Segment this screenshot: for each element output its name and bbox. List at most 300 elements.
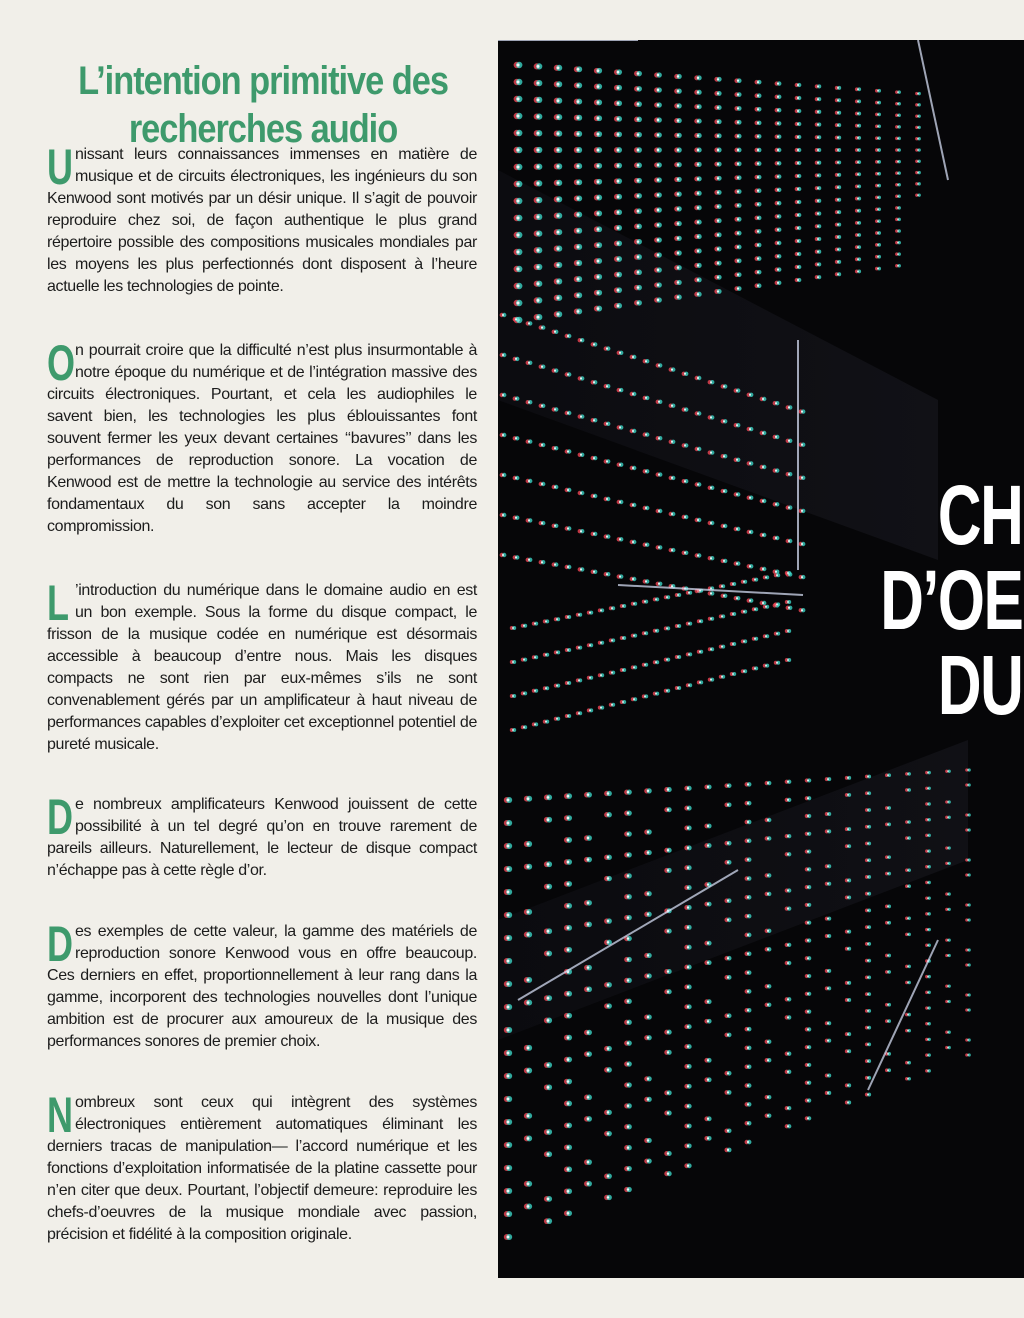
- light-dot: [895, 218, 901, 222]
- light-dot: [656, 436, 663, 440]
- light-dot: [604, 1131, 612, 1136]
- light-dot: [765, 1058, 772, 1062]
- light-dot: [604, 876, 612, 881]
- light-dot: [925, 1006, 931, 1009]
- light-dot: [795, 278, 802, 282]
- light-dot: [644, 1035, 652, 1040]
- light-dot: [554, 131, 562, 137]
- light-dot: [524, 1136, 532, 1142]
- light-dot: [805, 1027, 812, 1031]
- light-dot: [745, 820, 752, 825]
- light-dot: [795, 239, 802, 243]
- light-dot: [534, 230, 543, 236]
- light-dot: [584, 900, 592, 906]
- light-dot: [865, 1093, 871, 1097]
- light-dot: [815, 135, 822, 139]
- light-dot: [524, 1045, 532, 1051]
- light-dot: [885, 806, 891, 810]
- light-dot: [664, 787, 671, 792]
- light-dot: [664, 1171, 671, 1176]
- light-dot: [664, 848, 671, 853]
- light-dot: [714, 204, 721, 209]
- light-dot: [594, 163, 602, 169]
- light-dot: [574, 195, 582, 201]
- light-dot: [682, 372, 689, 376]
- light-dot: [905, 981, 911, 985]
- light-dot: [795, 187, 802, 191]
- light-dot: [734, 388, 741, 392]
- light-dot: [865, 992, 871, 996]
- light-dot: [654, 267, 662, 272]
- light-dot: [875, 148, 881, 152]
- light-dot: [845, 776, 851, 780]
- light-dot: [604, 1173, 612, 1178]
- drop-cap: D: [47, 789, 73, 845]
- light-dot: [634, 270, 642, 275]
- light-dot: [574, 66, 582, 72]
- light-dot: [643, 432, 650, 436]
- light-dot: [594, 179, 602, 185]
- paragraph-text: ombreux sont ceux qui intègrent des systèmes électroniques entièrement automatiques éliminant les derniers tracas de manipulation— l’accord numérique et les fonctions d’exploitation informatisée de la platine cassette pour n’en citer que deux. Pourtant, l’objectif demeure: reproduire les chefs-d’oeuvres de la musique mondiale avec passion, précision et fidélité à la composition originale.: [47, 1094, 477, 1243]
- light-dot: [614, 85, 622, 91]
- light-dot: [765, 929, 772, 933]
- light-dot: [504, 843, 512, 849]
- light-dot: [785, 1070, 792, 1074]
- light-dot: [835, 198, 841, 202]
- light-dot: [845, 1032, 851, 1036]
- light-dot: [624, 873, 632, 878]
- light-dot: [875, 101, 881, 105]
- light-dot: [614, 303, 622, 309]
- light-dot: [734, 217, 741, 222]
- light-dot: [865, 858, 871, 862]
- light-dot: [604, 422, 611, 426]
- light-dot: [514, 249, 523, 255]
- light-dot: [504, 866, 512, 872]
- light-dot: [855, 221, 861, 225]
- light-dot: [614, 69, 622, 75]
- light-dot: [524, 932, 532, 938]
- light-dot: [845, 827, 851, 831]
- light-dot: [795, 83, 802, 87]
- light-dot: [524, 1068, 532, 1074]
- light-dot: [634, 147, 642, 152]
- light-dot: [654, 132, 662, 137]
- light-dot: [775, 161, 782, 165]
- light-dot: [617, 463, 624, 467]
- light-dot: [554, 114, 562, 120]
- light-dot: [775, 108, 782, 112]
- light-dot: [674, 221, 682, 226]
- light-dot: [925, 944, 931, 947]
- light-dot: [544, 795, 552, 801]
- paragraph-text: n pourrait croire que la difficulté n’est plus insurmontable à notre époque du numérique et de l’intégration massive des circuits électroniques. Pourtant, et cela les audiophiles le savent bien, les technologies les plus éblouissantes font souvent fermer les yeux devant certaines ‘‘bavures’’ dans les performances de reproduction sonore. La vocation de Kenwood est de mettre la technologie au service des intérêts fondamentaux du son sans accepter la moindre compromission.: [47, 342, 477, 535]
- light-dot: [805, 885, 812, 889]
- light-dot: [865, 825, 871, 829]
- light-dot: [614, 178, 622, 184]
- headline-line-2: D’OE: [879, 553, 1022, 647]
- light-dot: [855, 172, 861, 176]
- light-dot: [905, 884, 911, 888]
- light-dot: [775, 228, 782, 232]
- light-dot: [815, 262, 822, 266]
- light-dot: [604, 459, 611, 463]
- light-dot: [524, 864, 532, 870]
- light-dot: [714, 261, 721, 266]
- title-line-2: recherches audio: [128, 106, 398, 151]
- light-dot: [617, 351, 624, 355]
- light-dot: [724, 1148, 731, 1153]
- light-dot: [885, 1019, 891, 1023]
- light-dot: [644, 1138, 652, 1143]
- light-dot: [895, 90, 901, 94]
- light-dot: [734, 120, 741, 125]
- light-dot: [674, 265, 682, 270]
- light-dot: [594, 147, 602, 153]
- light-dot: [775, 135, 782, 139]
- light-dot: [594, 68, 602, 74]
- light-dot: [554, 98, 562, 104]
- light-dot: [564, 991, 572, 997]
- light-dot: [885, 872, 891, 876]
- light-dot: [654, 207, 662, 212]
- light-dot: [544, 1196, 552, 1202]
- light-dot: [524, 1181, 532, 1187]
- light-dot: [614, 225, 622, 231]
- light-dot: [534, 180, 543, 186]
- light-dot: [775, 241, 782, 245]
- light-dot: [755, 243, 762, 248]
- light-dot: [654, 72, 662, 77]
- light-dot: [835, 260, 841, 264]
- light-dot: [905, 820, 911, 824]
- light-dot: [775, 188, 782, 192]
- light-dot: [905, 1061, 911, 1065]
- light-dot: [925, 991, 931, 994]
- light-dot: [664, 1030, 671, 1035]
- light-dot: [845, 930, 851, 934]
- light-dot: [654, 282, 662, 287]
- light-dot: [855, 209, 861, 213]
- light-dot: [644, 829, 652, 834]
- light-dot: [634, 117, 642, 122]
- light-dot: [644, 1015, 652, 1020]
- light-dot: [795, 122, 802, 126]
- light-dot: [694, 220, 701, 225]
- light-dot: [714, 148, 721, 153]
- light-dot: [734, 272, 741, 277]
- light-dot: [925, 975, 931, 978]
- light-dot: [745, 782, 752, 787]
- light-dot: [925, 818, 931, 821]
- light-dot: [805, 974, 812, 978]
- light-dot: [755, 93, 762, 98]
- light-dot: [845, 998, 851, 1002]
- light-dot: [604, 855, 612, 860]
- light-dot: [704, 824, 711, 829]
- light-dot: [594, 195, 602, 201]
- light-dot: [805, 849, 812, 853]
- light-dot: [895, 125, 901, 129]
- light-dot: [835, 223, 841, 227]
- light-dot: [684, 1064, 691, 1069]
- light-dot: [734, 161, 741, 166]
- light-dot: [643, 396, 650, 400]
- light-dot: [664, 1111, 671, 1116]
- light-dot: [865, 1009, 871, 1013]
- light-dot: [574, 212, 582, 218]
- light-dot: [755, 229, 762, 234]
- light-dot: [534, 97, 543, 103]
- light-dot: [885, 823, 891, 827]
- light-dot: [514, 79, 523, 85]
- light-dot: [694, 75, 701, 80]
- light-dot: [684, 945, 691, 950]
- light-dot: [574, 260, 582, 266]
- light-dot: [584, 922, 592, 928]
- light-dot: [786, 439, 793, 443]
- light-dot: [526, 439, 533, 443]
- light-dot: [875, 255, 881, 259]
- light-dot: [514, 300, 523, 306]
- light-dot: [865, 942, 871, 946]
- light-dot: [815, 97, 822, 101]
- light-dot: [885, 921, 891, 925]
- light-dot: [694, 263, 701, 268]
- light-dot: [745, 1008, 752, 1013]
- light-dot: [747, 393, 754, 397]
- light-dot: [805, 956, 812, 960]
- light-dot: [554, 81, 562, 87]
- light-dot: [684, 905, 691, 910]
- light-dot: [855, 270, 861, 274]
- light-dot: [694, 133, 701, 138]
- light-dot: [855, 112, 861, 116]
- light-dot: [504, 1165, 512, 1171]
- light-dot: [534, 247, 543, 253]
- light-dot: [714, 247, 721, 252]
- light-dot: [785, 852, 792, 856]
- light-dot: [845, 1083, 851, 1087]
- light-dot: [524, 1113, 532, 1119]
- light-dot: [895, 171, 901, 175]
- light-dot: [624, 1020, 632, 1025]
- light-dot: [574, 292, 582, 298]
- light-dot: [785, 888, 792, 892]
- light-dot: [775, 121, 782, 125]
- light-dot: [745, 895, 752, 900]
- light-dot: [825, 1073, 831, 1077]
- light-dot: [634, 239, 642, 244]
- light-dot: [694, 162, 701, 167]
- light-dot: [644, 788, 652, 793]
- light-dot: [885, 954, 891, 958]
- drop-cap: O: [47, 335, 75, 391]
- light-dot: [604, 1003, 612, 1008]
- light-dot: [895, 160, 901, 164]
- light-dot: [669, 367, 676, 371]
- light-dot: [504, 1050, 512, 1056]
- light-dot: [815, 186, 822, 190]
- light-dot: [865, 1042, 871, 1046]
- light-dot: [634, 178, 642, 183]
- light-dot: [594, 84, 602, 90]
- light-dot: [574, 228, 582, 234]
- light-dot: [504, 958, 512, 964]
- light-dot: [544, 928, 552, 934]
- light-dot: [574, 99, 582, 105]
- light-dot: [795, 135, 802, 139]
- light-dot: [885, 905, 891, 909]
- light-dot: [875, 160, 881, 164]
- light-dot: [644, 1076, 652, 1081]
- light-dot: [785, 943, 792, 947]
- light-dot: [905, 1077, 911, 1081]
- paragraph-text: nissant leurs connaissances immenses en matière de musique et de circuits électroniques, les ingénieurs du son Kenwood sont motivés par un désir unique. Il s’agit de pouvoir reproduire chez soi, de façon authentique le plus grand répertoire possible des compositions musicales mondiales par les moyens les plus perfectionnés dont disposent à l’heure actuelle les technologies de pointe.: [47, 146, 477, 295]
- light-dot: [795, 265, 802, 269]
- paragraph-text: ’introduction du numérique dans le domaine audio en est un bon exemple. Sous la forme du disque compact, le frisson de la musique codée en numérique est désormais accessible à beaucoup d’entre nous. Mais les disques compacts ne sont rien par eux-mêmes s’ils ne sont convenablement gérés par un amplificateur à haut niveau de performances capables d’exploiter cet exceptionnel potentiel de pureté musicale.: [47, 582, 477, 753]
- light-dot: [765, 1095, 772, 1099]
- light-dot: [815, 237, 822, 241]
- light-dot: [513, 396, 520, 400]
- paragraph-text: e nombreux amplificateurs Kenwood jouissent de cette possibilité à un tel degré qu’on en trouve rarement de pareils ailleurs. Naturellement, le lecteur de disque compact n’échappe pas à cette règle d’or.: [47, 796, 477, 879]
- light-dot: [634, 300, 642, 305]
- light-dot: [734, 175, 741, 180]
- light-dot: [865, 909, 871, 913]
- light-dot: [815, 275, 822, 279]
- light-dot: [552, 330, 559, 334]
- light-dot: [825, 1091, 831, 1095]
- drop-cap: U: [47, 139, 73, 195]
- light-dot: [724, 1090, 731, 1095]
- light-dot: [684, 1104, 691, 1109]
- light-dot: [925, 849, 931, 852]
- light-dot: [591, 380, 598, 384]
- light-dot: [544, 1151, 552, 1157]
- light-dot: [694, 119, 701, 124]
- light-dot: [594, 274, 602, 280]
- light-dot: [855, 124, 861, 128]
- light-dot: [835, 272, 841, 276]
- light-dot: [875, 184, 881, 188]
- paragraph-text: es exemples de cette valeur, la gamme des matériels de reproduction sonore Kenwood vous en offre beaucoup. Ces derniers en effet, proportionnellement à leur rang dans la gamme, incorporent des technologies nouvelles dont l’unique ambition est de procurer aux amoureux de la musique des performances sonores de premier choix.: [47, 923, 477, 1050]
- light-dot: [785, 1015, 792, 1019]
- light-dot: [734, 203, 741, 208]
- light-dot: [584, 987, 592, 993]
- light-dot: [534, 147, 543, 153]
- light-dot: [654, 177, 662, 182]
- light-dot: [500, 353, 507, 357]
- light-dot: [785, 997, 792, 1001]
- light-dot: [795, 200, 802, 204]
- light-dot: [656, 363, 663, 367]
- light-dot: [554, 278, 562, 284]
- light-dot: [855, 197, 861, 201]
- light-dot: [875, 89, 881, 93]
- light-dot: [500, 393, 507, 397]
- light-dot: [674, 206, 682, 211]
- light-dot: [554, 180, 562, 186]
- light-dot: [524, 909, 532, 915]
- light-dot: [755, 283, 762, 288]
- light-dot: [634, 71, 642, 76]
- paragraph-6: [47, 1087, 477, 1246]
- light-dot: [865, 875, 871, 879]
- light-dot: [795, 213, 802, 217]
- light-dot: [552, 368, 559, 372]
- light-dot: [845, 1101, 851, 1105]
- light-dot: [895, 114, 901, 118]
- light-dot: [654, 117, 662, 122]
- light-dot: [664, 969, 671, 974]
- light-dot: [734, 258, 741, 263]
- light-dot: [591, 418, 598, 422]
- light-dot: [835, 185, 841, 189]
- light-dot: [664, 929, 671, 934]
- light-dot: [526, 361, 533, 365]
- light-dot: [905, 772, 911, 776]
- light-dot: [574, 147, 582, 153]
- light-dot: [684, 786, 691, 791]
- light-dot: [578, 414, 585, 418]
- light-dot: [654, 297, 662, 302]
- light-dot: [644, 891, 652, 896]
- light-dot: [835, 111, 841, 115]
- light-dot: [694, 191, 701, 196]
- light-dot: [721, 384, 728, 388]
- light-dot: [664, 1050, 671, 1055]
- light-dot: [855, 233, 861, 237]
- light-dot: [925, 1022, 931, 1025]
- light-dot: [694, 90, 701, 95]
- light-dot: [513, 357, 520, 361]
- light-dot: [799, 409, 806, 413]
- light-dot: [554, 229, 562, 235]
- light-dot: [624, 810, 632, 815]
- light-dot: [785, 907, 792, 911]
- light-dot: [565, 334, 572, 338]
- light-dot: [825, 1039, 831, 1043]
- light-dot: [669, 440, 676, 444]
- light-dot: [526, 400, 533, 404]
- light-dot: [724, 918, 731, 923]
- light-dot: [634, 193, 642, 198]
- light-dot: [805, 1063, 812, 1067]
- light-dot: [815, 212, 822, 216]
- light-dot: [745, 1083, 752, 1088]
- light-dot: [514, 130, 523, 136]
- light-dot: [504, 912, 512, 918]
- light-dot: [825, 777, 831, 781]
- light-dot: [925, 834, 931, 837]
- light-dot: [604, 346, 611, 350]
- light-dot: [815, 123, 822, 127]
- light-grid-photo: [498, 40, 1024, 1278]
- light-dot: [765, 892, 772, 896]
- light-dot: [734, 106, 741, 111]
- light-dot: [564, 1057, 572, 1063]
- light-dot: [591, 342, 598, 346]
- light-dot: [584, 835, 592, 841]
- light-dot: [724, 975, 731, 980]
- light-dot: [747, 461, 754, 465]
- light-dot: [624, 957, 632, 962]
- light-dot: [925, 787, 931, 790]
- light-dot: [552, 407, 559, 411]
- light-dot: [925, 802, 931, 805]
- light-dot: [704, 1019, 711, 1024]
- light-dot: [745, 914, 752, 919]
